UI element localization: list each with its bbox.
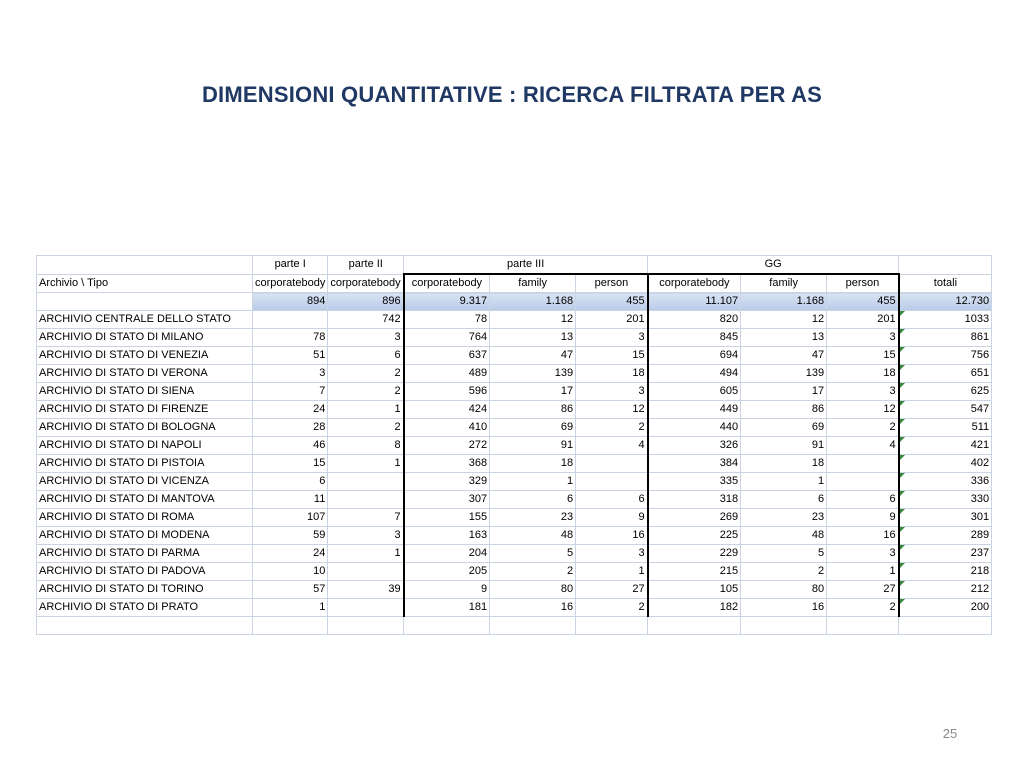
value-cell: 6 <box>741 491 827 509</box>
value-cell: 326 <box>648 437 741 455</box>
value-cell: 820 <box>648 311 741 329</box>
value-cell: 13 <box>490 329 576 347</box>
value-cell: 16 <box>490 599 576 617</box>
empty-cell <box>899 256 992 275</box>
value-cell: 494 <box>648 365 741 383</box>
table-row <box>37 455 992 473</box>
value-cell: 18 <box>576 365 648 383</box>
archive-name-cell: ARCHIVIO DI STATO DI PRATO <box>37 599 253 617</box>
value-cell: 1033 <box>899 311 992 329</box>
value-cell: 12 <box>576 401 648 419</box>
value-cell: 272 <box>404 437 490 455</box>
value-cell: 9 <box>576 509 648 527</box>
value-cell: 204 <box>404 545 490 563</box>
value-cell: 3 <box>827 545 899 563</box>
empty-cell <box>490 617 576 635</box>
value-cell: 47 <box>741 347 827 365</box>
empty-cell <box>37 293 253 311</box>
value-cell: 3 <box>827 329 899 347</box>
value-cell <box>827 473 899 491</box>
value-cell: 625 <box>899 383 992 401</box>
value-cell: 225 <box>648 527 741 545</box>
value-cell: 181 <box>404 599 490 617</box>
empty-cell <box>37 256 253 275</box>
value-cell <box>328 599 404 617</box>
column-header-p2-corporatebody: corporatebody <box>328 274 404 293</box>
value-cell: 201 <box>576 311 648 329</box>
value-cell: 218 <box>899 563 992 581</box>
archive-name-cell: ARCHIVIO DI STATO DI FIRENZE <box>37 401 253 419</box>
total-cell: 455 <box>576 293 648 311</box>
value-cell: 307 <box>404 491 490 509</box>
value-cell: 2 <box>827 599 899 617</box>
value-cell: 845 <box>648 329 741 347</box>
value-cell: 1 <box>328 545 404 563</box>
value-cell: 384 <box>648 455 741 473</box>
value-cell: 78 <box>253 329 328 347</box>
value-cell: 215 <box>648 563 741 581</box>
value-cell: 4 <box>576 437 648 455</box>
value-cell: 27 <box>827 581 899 599</box>
value-cell: 7 <box>253 383 328 401</box>
column-header-p3-corporatebody: corporatebody <box>404 274 490 293</box>
value-cell: 27 <box>576 581 648 599</box>
table-row <box>37 365 992 383</box>
value-cell: 6 <box>490 491 576 509</box>
group-header-gg: GG <box>648 256 899 275</box>
value-cell: 440 <box>648 419 741 437</box>
value-cell: 330 <box>899 491 992 509</box>
value-cell: 2 <box>328 365 404 383</box>
value-cell: 163 <box>404 527 490 545</box>
group-header-parte-i: parte I <box>253 256 328 275</box>
value-cell <box>253 311 328 329</box>
table-row <box>37 401 992 419</box>
value-cell: 651 <box>899 365 992 383</box>
value-cell: 6 <box>253 473 328 491</box>
value-cell: 15 <box>253 455 328 473</box>
table-row <box>37 545 992 563</box>
archive-name-cell: ARCHIVIO DI STATO DI BOLOGNA <box>37 419 253 437</box>
value-cell: 637 <box>404 347 490 365</box>
value-cell: 449 <box>648 401 741 419</box>
table-row <box>37 563 992 581</box>
table-row <box>37 527 992 545</box>
group-header-parte-ii: parte II <box>328 256 404 275</box>
column-header-gg-person: person <box>827 274 899 293</box>
value-cell: 201 <box>827 311 899 329</box>
value-cell: 2 <box>576 599 648 617</box>
value-cell: 6 <box>576 491 648 509</box>
value-cell: 511 <box>899 419 992 437</box>
column-header-gg-family: family <box>741 274 827 293</box>
value-cell: 3 <box>576 545 648 563</box>
value-cell: 421 <box>899 437 992 455</box>
slide-title: DIMENSIONI QUANTITATIVE : RICERCA FILTRATA PER AS <box>201 82 823 107</box>
archive-name-cell: ARCHIVIO DI STATO DI PADOVA <box>37 563 253 581</box>
value-cell: 6 <box>328 347 404 365</box>
value-cell: 410 <box>404 419 490 437</box>
value-cell: 47 <box>490 347 576 365</box>
value-cell: 336 <box>899 473 992 491</box>
value-cell: 24 <box>253 545 328 563</box>
value-cell: 6 <box>827 491 899 509</box>
value-cell: 12 <box>827 401 899 419</box>
value-cell: 237 <box>899 545 992 563</box>
value-cell: 200 <box>899 599 992 617</box>
value-cell: 1 <box>328 455 404 473</box>
total-cell: 9.317 <box>404 293 490 311</box>
value-cell: 139 <box>490 365 576 383</box>
value-cell: 23 <box>741 509 827 527</box>
empty-row <box>37 617 992 635</box>
value-cell: 3 <box>576 383 648 401</box>
value-cell: 547 <box>899 401 992 419</box>
table-row <box>37 581 992 599</box>
table-body <box>37 256 992 635</box>
table-row <box>37 473 992 491</box>
value-cell: 17 <box>741 383 827 401</box>
value-cell: 10 <box>253 563 328 581</box>
group-header-row <box>37 256 992 275</box>
value-cell: 4 <box>827 437 899 455</box>
value-cell: 16 <box>576 527 648 545</box>
value-cell: 48 <box>490 527 576 545</box>
value-cell: 17 <box>490 383 576 401</box>
value-cell: 139 <box>741 365 827 383</box>
value-cell: 2 <box>576 419 648 437</box>
data-table <box>36 255 992 635</box>
value-cell <box>328 473 404 491</box>
value-cell: 2 <box>328 419 404 437</box>
value-cell: 5 <box>741 545 827 563</box>
empty-cell <box>741 617 827 635</box>
total-cell: 896 <box>328 293 404 311</box>
column-header-gg-corporatebody: corporatebody <box>648 274 741 293</box>
value-cell: 5 <box>490 545 576 563</box>
empty-cell <box>404 617 490 635</box>
value-cell: 78 <box>404 311 490 329</box>
value-cell: 3 <box>328 527 404 545</box>
value-cell: 12 <box>490 311 576 329</box>
value-cell: 86 <box>490 401 576 419</box>
value-cell: 51 <box>253 347 328 365</box>
value-cell: 402 <box>899 455 992 473</box>
total-cell: 894 <box>253 293 328 311</box>
value-cell: 289 <box>899 527 992 545</box>
page-number: 25 <box>942 726 958 741</box>
value-cell: 9 <box>827 509 899 527</box>
table-row <box>37 383 992 401</box>
value-cell: 86 <box>741 401 827 419</box>
value-cell: 48 <box>741 527 827 545</box>
value-cell: 107 <box>253 509 328 527</box>
value-cell: 2 <box>328 383 404 401</box>
value-cell: 57 <box>253 581 328 599</box>
archive-name-cell: ARCHIVIO DI STATO DI ROMA <box>37 509 253 527</box>
value-cell: 1 <box>490 473 576 491</box>
value-cell: 861 <box>899 329 992 347</box>
column-header-p1-corporatebody: corporatebody <box>253 274 328 293</box>
value-cell <box>328 491 404 509</box>
value-cell: 3 <box>827 383 899 401</box>
value-cell: 182 <box>648 599 741 617</box>
value-cell: 23 <box>490 509 576 527</box>
archive-name-cell: ARCHIVIO DI STATO DI SIENA <box>37 383 253 401</box>
table-row <box>37 509 992 527</box>
group-header-parte-iii: parte III <box>404 256 648 275</box>
value-cell: 18 <box>490 455 576 473</box>
value-cell: 13 <box>741 329 827 347</box>
value-cell: 59 <box>253 527 328 545</box>
column-header-p3-person: person <box>576 274 648 293</box>
table-row <box>37 437 992 455</box>
value-cell: 742 <box>328 311 404 329</box>
archive-name-cell: ARCHIVIO CENTRALE DELLO STATO <box>37 311 253 329</box>
value-cell: 335 <box>648 473 741 491</box>
value-cell: 16 <box>741 599 827 617</box>
column-header-archivio: Archivio \ Tipo <box>37 274 253 293</box>
value-cell: 368 <box>404 455 490 473</box>
value-cell: 15 <box>576 347 648 365</box>
value-cell <box>576 473 648 491</box>
value-cell: 424 <box>404 401 490 419</box>
value-cell: 69 <box>490 419 576 437</box>
value-cell: 24 <box>253 401 328 419</box>
archive-name-cell: ARCHIVIO DI STATO DI MILANO <box>37 329 253 347</box>
archive-name-cell: ARCHIVIO DI STATO DI TORINO <box>37 581 253 599</box>
value-cell: 80 <box>490 581 576 599</box>
value-cell: 1 <box>741 473 827 491</box>
total-cell: 12.730 <box>899 293 992 311</box>
value-cell: 18 <box>827 365 899 383</box>
total-cell: 1.168 <box>490 293 576 311</box>
value-cell: 28 <box>253 419 328 437</box>
value-cell: 269 <box>648 509 741 527</box>
value-cell: 694 <box>648 347 741 365</box>
empty-cell <box>328 617 404 635</box>
archive-name-cell: ARCHIVIO DI STATO DI MODENA <box>37 527 253 545</box>
empty-cell <box>827 617 899 635</box>
value-cell <box>827 455 899 473</box>
table-row <box>37 311 992 329</box>
total-cell: 11.107 <box>648 293 741 311</box>
value-cell: 1 <box>576 563 648 581</box>
table-row <box>37 599 992 617</box>
column-header-p3-family: family <box>490 274 576 293</box>
value-cell: 2 <box>741 563 827 581</box>
value-cell: 69 <box>741 419 827 437</box>
value-cell: 16 <box>827 527 899 545</box>
table-row <box>37 329 992 347</box>
totals-row <box>37 293 992 311</box>
value-cell: 91 <box>741 437 827 455</box>
value-cell: 11 <box>253 491 328 509</box>
value-cell: 1 <box>827 563 899 581</box>
value-cell: 18 <box>741 455 827 473</box>
table-row <box>37 347 992 365</box>
empty-cell <box>648 617 741 635</box>
column-header-row <box>37 274 992 293</box>
value-cell: 489 <box>404 365 490 383</box>
value-cell: 756 <box>899 347 992 365</box>
value-cell: 9 <box>404 581 490 599</box>
total-cell: 1.168 <box>741 293 827 311</box>
archive-name-cell: ARCHIVIO DI STATO DI PISTOIA <box>37 455 253 473</box>
value-cell <box>328 563 404 581</box>
value-cell: 605 <box>648 383 741 401</box>
value-cell: 1 <box>253 599 328 617</box>
value-cell: 205 <box>404 563 490 581</box>
value-cell: 46 <box>253 437 328 455</box>
archive-name-cell: ARCHIVIO DI STATO DI VICENZA <box>37 473 253 491</box>
empty-cell <box>576 617 648 635</box>
empty-cell <box>899 617 992 635</box>
value-cell: 8 <box>328 437 404 455</box>
archive-name-cell: ARCHIVIO DI STATO DI PARMA <box>37 545 253 563</box>
value-cell: 1 <box>328 401 404 419</box>
value-cell: 91 <box>490 437 576 455</box>
archive-name-cell: ARCHIVIO DI STATO DI NAPOLI <box>37 437 253 455</box>
value-cell: 2 <box>827 419 899 437</box>
value-cell: 105 <box>648 581 741 599</box>
value-cell: 3 <box>253 365 328 383</box>
total-cell: 455 <box>827 293 899 311</box>
value-cell: 596 <box>404 383 490 401</box>
value-cell: 15 <box>827 347 899 365</box>
archive-name-cell: ARCHIVIO DI STATO DI VERONA <box>37 365 253 383</box>
value-cell: 12 <box>741 311 827 329</box>
value-cell: 229 <box>648 545 741 563</box>
value-cell: 301 <box>899 509 992 527</box>
value-cell: 80 <box>741 581 827 599</box>
archive-name-cell: ARCHIVIO DI STATO DI MANTOVA <box>37 491 253 509</box>
value-cell: 3 <box>576 329 648 347</box>
value-cell: 3 <box>328 329 404 347</box>
archive-name-cell: ARCHIVIO DI STATO DI VENEZIA <box>37 347 253 365</box>
value-cell <box>576 455 648 473</box>
value-cell: 318 <box>648 491 741 509</box>
value-cell: 329 <box>404 473 490 491</box>
empty-cell <box>37 617 253 635</box>
empty-cell <box>253 617 328 635</box>
column-header-totali: totali <box>899 274 992 293</box>
value-cell: 155 <box>404 509 490 527</box>
value-cell: 7 <box>328 509 404 527</box>
table-row <box>37 419 992 437</box>
value-cell: 2 <box>490 563 576 581</box>
value-cell: 39 <box>328 581 404 599</box>
table-row <box>37 491 992 509</box>
value-cell: 212 <box>899 581 992 599</box>
value-cell: 764 <box>404 329 490 347</box>
